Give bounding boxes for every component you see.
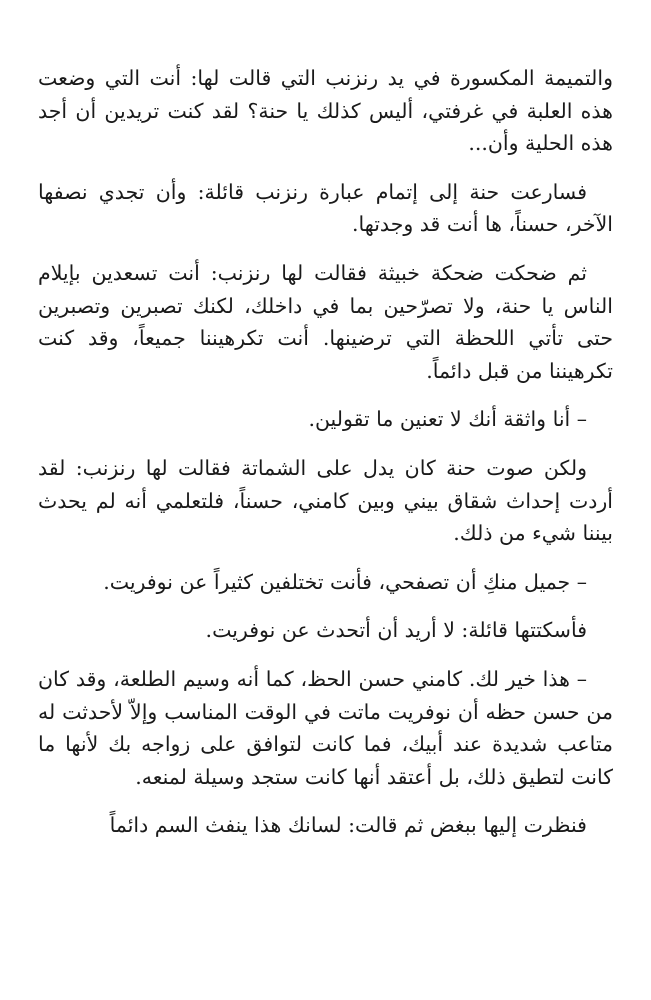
paragraph-8-dialog: – هذا خير لك. كامني حسن الحظ، كما أنه وسيم الطلعة، وقد كان من حسن حظه أن نوفريت ماتت في الوقت المناسب وإلاّ لأحدثت له متاعب شديدة عند أبيك، فما كانت لتوافق على زواجه بك لأنها ما كانت لتطيق ذلك، بل أعتقد أنها كانت ستجد وسيلة لمنعه. [38, 666, 613, 789]
book-page-text [38, 62, 613, 858]
paragraph-5: ولكن صوت حنة كان يدل على الشماتة فقالت لها رنزنب: لقد أردت إحداث شقاق بيني وبين كامني، حسناً، فلتعلمي أنه لم يحدث بيننا شيء من ذلك. [38, 455, 613, 546]
paragraph-1: والتميمة المكسورة في يد رنزنب التي قالت لها: أنت التي وضعت هذه العلبة في غرفتي، أليس كذلك يا حنة؟ لقد كنت تريدين أن أجد هذه الحلية وأن... [38, 66, 613, 156]
paragraph-9: فنظرت إليها ببغض ثم قالت: لسانك هذا ينفث السم دائماً [109, 813, 587, 838]
paragraph-4-dialog: – أنا واثقة أنك لا تعنين ما تقولين. [308, 407, 587, 432]
paragraph-6-dialog: – جميل منكِ أن تصفحي، فأنت تختلفين كثيراً عن نوفريت. [103, 569, 587, 594]
paragraph-2: فسارعت حنة إلى إتمام عبارة رنزنب قائلة: وأن تجدي نصفها الآخر، حسناً، ها أنت قد وجدتها. [38, 179, 613, 237]
paragraph-7: فأسكتتها قائلة: لا أريد أن أتحدث عن نوفريت. [205, 618, 587, 643]
paragraph-3: ثم ضحكت ضحكة خبيثة فقالت لها رنزنب: أنت تسعدين بإيلام الناس يا حنة، ولا تصرّحين بما في داخلك، لكنك تصبرين وتصبرين حتى تأتي اللحظة التي ترضينها. أنت تكرهيننا جميعاً، وقد كنت تكرهيننا من قبل دائماً. [38, 260, 613, 383]
